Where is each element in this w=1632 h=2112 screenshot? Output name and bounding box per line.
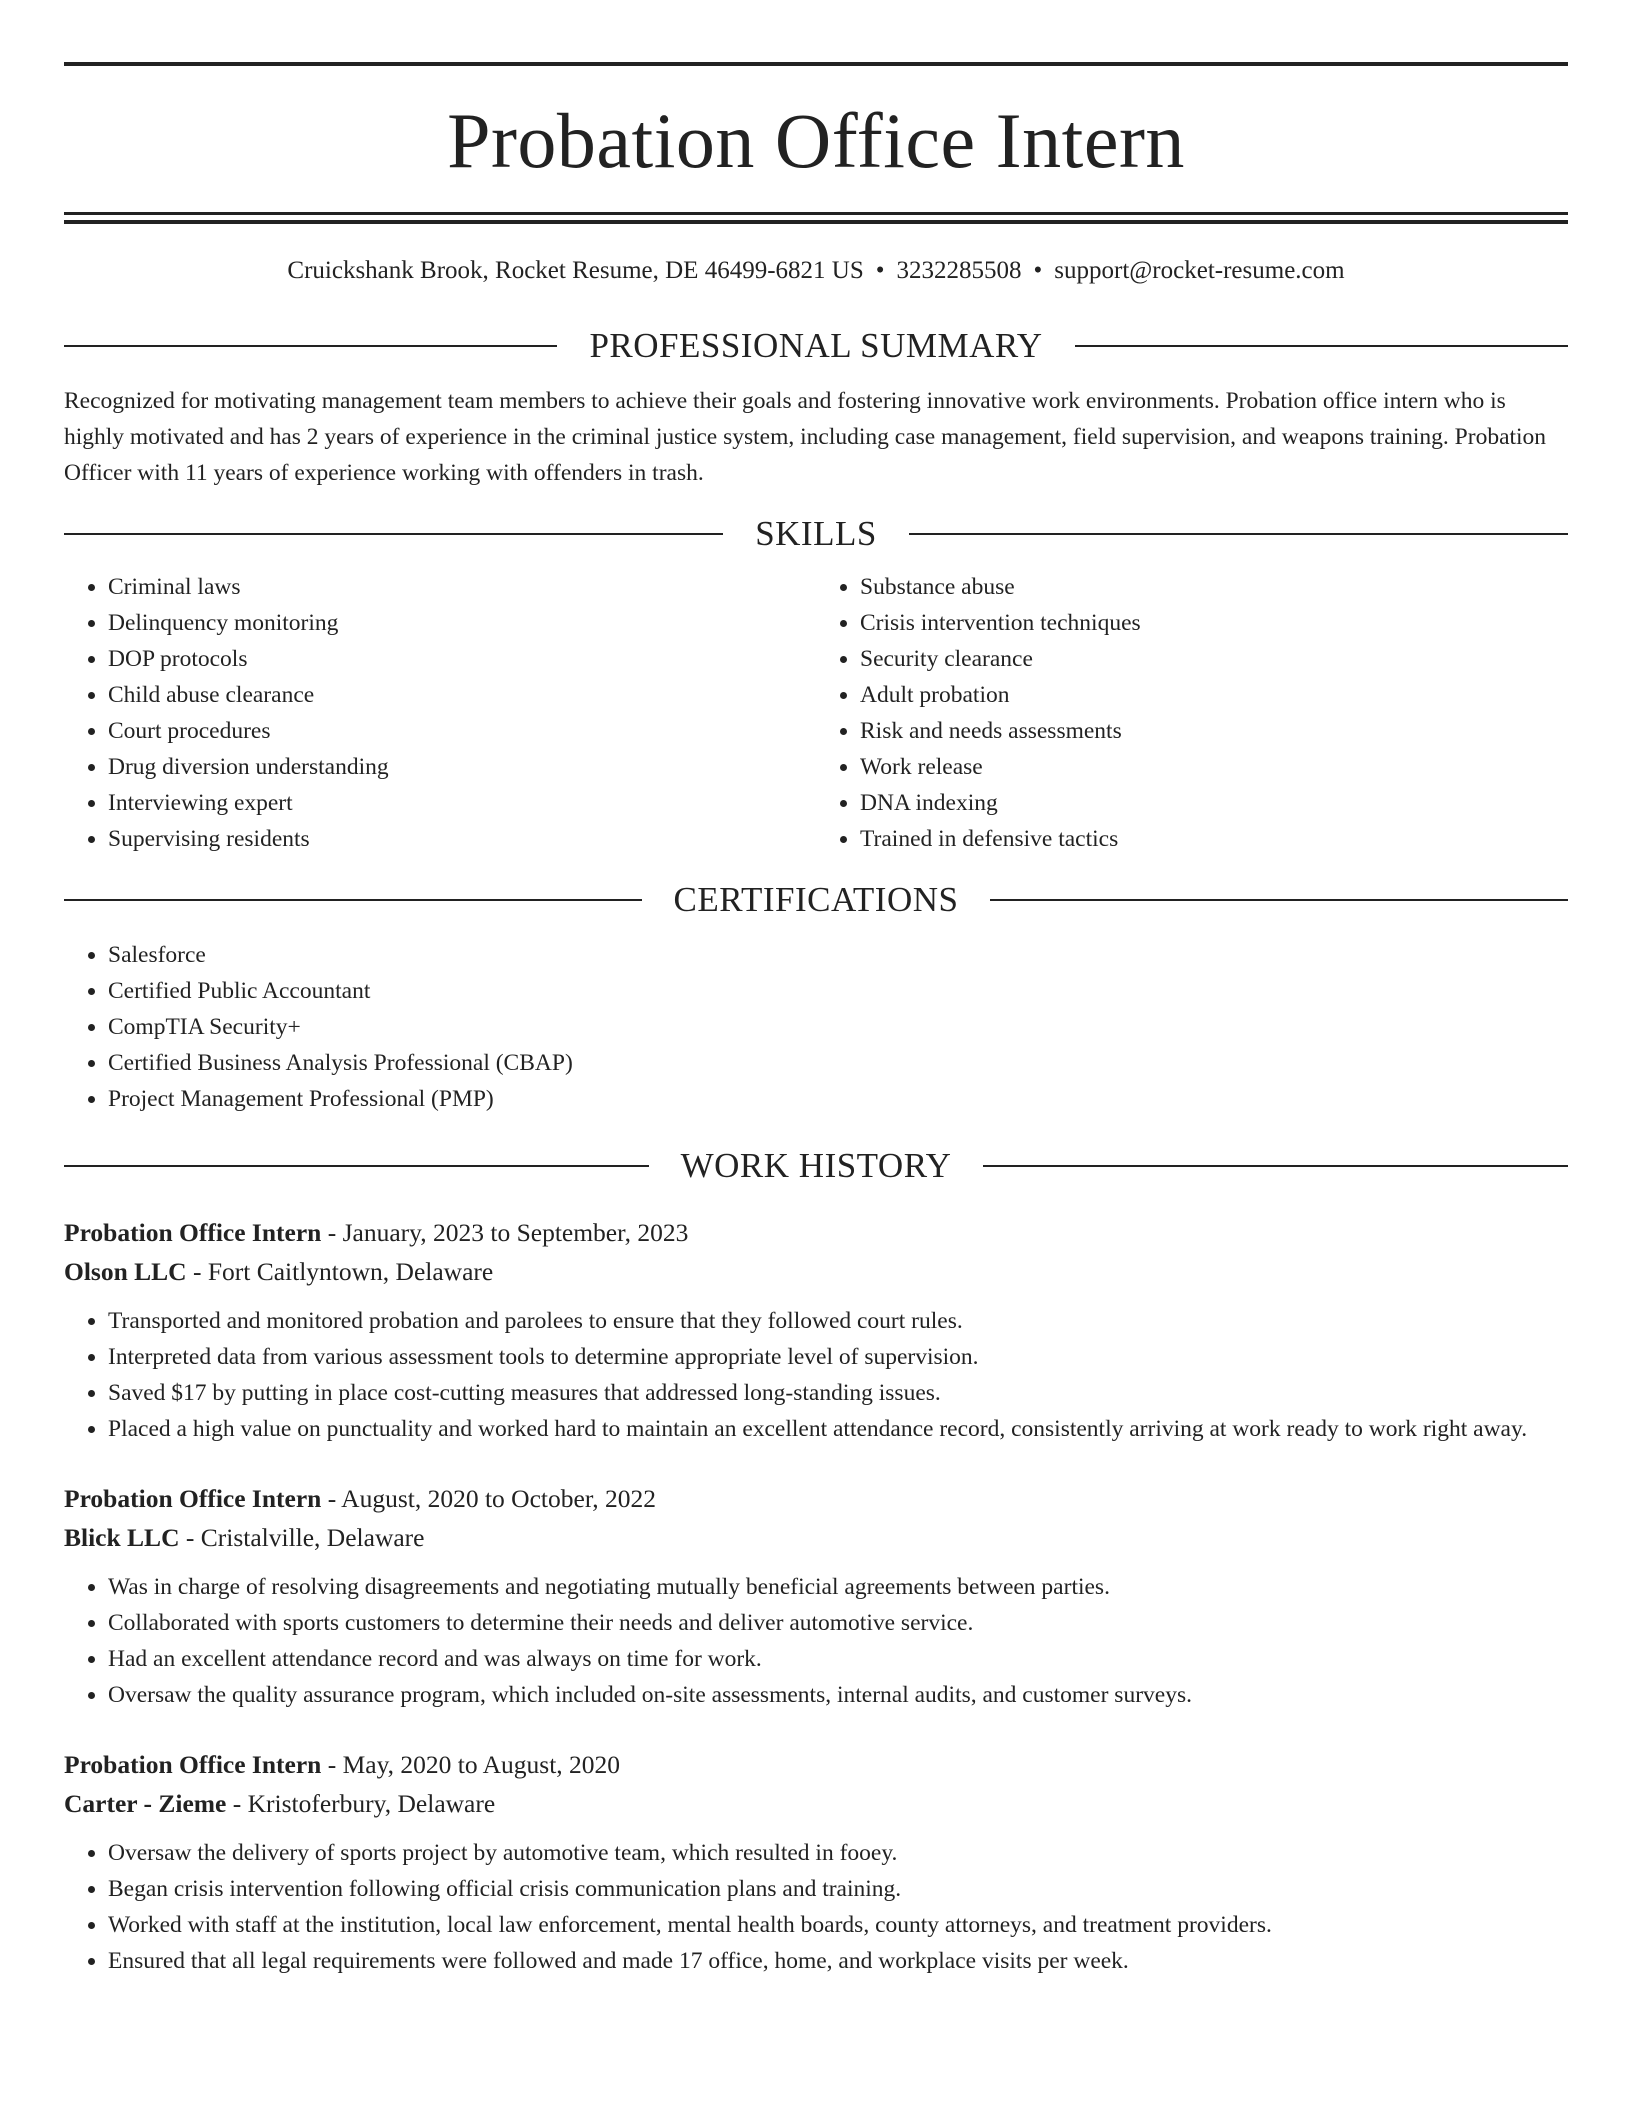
skill-item: • Interviewing expert (108, 785, 816, 821)
job-entry (64, 1479, 1568, 1713)
skills-column-right (816, 569, 1568, 857)
section-heading-summary (64, 321, 1568, 371)
skill-item: • Court procedures (108, 713, 816, 749)
job-title: Probation Office Intern (64, 1484, 322, 1513)
skill-item: • Risk and needs assessments (860, 713, 1568, 749)
job-title-line (64, 1745, 1568, 1784)
job-entry (64, 1745, 1568, 1979)
job-bullets (64, 1835, 1568, 1979)
skill-item: • DOP protocols (108, 641, 816, 677)
certifications-list (64, 937, 1568, 1117)
section-heading-label: PROFESSIONAL SUMMARY (589, 326, 1043, 365)
section-heading-certifications (64, 875, 1568, 925)
skill-item: • Drug diversion understanding (108, 749, 816, 785)
certification-item: • Certified Business Analysis Professional (CBAP) (108, 1045, 1568, 1081)
job-title: Probation Office Intern (64, 1218, 322, 1247)
title-double-rule (64, 212, 1568, 224)
heading-rule (1075, 345, 1568, 347)
skill-item: • Trained in defensive tactics (860, 821, 1568, 857)
job-bullets (64, 1303, 1568, 1447)
section-heading-skills (64, 509, 1568, 559)
heading-rule (64, 899, 642, 901)
section-heading-label: WORK HISTORY (680, 1146, 952, 1185)
section-heading-label: CERTIFICATIONS (673, 880, 959, 919)
contact-address: Cruickshank Brook, Rocket Resume, DE 46499-6821 US (287, 257, 864, 284)
job-bullets (64, 1569, 1568, 1713)
certification-item: • Certified Public Accountant (108, 973, 1568, 1009)
job-bullet: • Was in charge of resolving disagreements and negotiating mutually beneficial agreements between parties. (108, 1569, 1568, 1605)
top-rule (64, 62, 1568, 66)
resume-title: Probation Office Intern (447, 97, 1185, 184)
job-location: - Cristalville, Delaware (179, 1523, 425, 1552)
job-title-line (64, 1479, 1568, 1518)
contact-separator: • (1033, 257, 1043, 284)
job-bullet: • Transported and monitored probation and parolees to ensure that they followed court rules. (108, 1303, 1568, 1339)
job-company: Blick LLC (64, 1523, 180, 1552)
skill-item: • Substance abuse (860, 569, 1568, 605)
heading-rule (64, 1165, 649, 1167)
job-bullet: • Saved $17 by putting in place cost-cutting measures that addressed long-standing issues. (108, 1375, 1568, 1411)
contact-email: support@rocket-resume.com (1054, 257, 1345, 284)
job-bullet: • Oversaw the quality assurance program, which included on-site assessments, internal audits, and customer surveys. (108, 1677, 1568, 1713)
job-bullet: • Interpreted data from various assessment tools to determine appropriate level of supervision. (108, 1339, 1568, 1375)
contact-line (64, 251, 1568, 291)
job-company-line (64, 1784, 1568, 1823)
job-bullet: • Worked with staff at the institution, local law enforcement, mental health boards, county attorneys, and treatment providers. (108, 1907, 1568, 1943)
skill-item: • Delinquency monitoring (108, 605, 816, 641)
heading-rule (990, 899, 1568, 901)
certification-item: • Project Management Professional (PMP) (108, 1081, 1568, 1117)
section-heading-label: SKILLS (755, 514, 877, 553)
skills-column-left (64, 569, 816, 857)
job-location: - Fort Caitlyntown, Delaware (186, 1257, 494, 1286)
skill-item: • Adult probation (860, 677, 1568, 713)
contact-separator: • (875, 257, 885, 284)
summary-text: Recognized for motivating management team members to achieve their goals and fostering innovative work environments. Probation office intern who is highly motivated and has 2 years of experience in the criminal justice system, including case management, field supervision, and weapons training. Probation Officer with 11 years of experience working with offenders in trash. (64, 388, 1547, 486)
certification-item: • CompTIA Security+ (108, 1009, 1568, 1045)
skill-item: • DNA indexing (860, 785, 1568, 821)
job-company-line (64, 1252, 1568, 1291)
contact-phone: 3232285508 (896, 257, 1022, 284)
skill-item: • Criminal laws (108, 569, 816, 605)
job-location: - Kristoferbury, Delaware (226, 1789, 496, 1818)
job-bullet: • Collaborated with sports customers to determine their needs and deliver automotive service. (108, 1605, 1568, 1641)
section-heading-work-history (64, 1141, 1568, 1191)
job-title-line (64, 1213, 1568, 1252)
job-bullet: • Had an excellent attendance record and was always on time for work. (108, 1641, 1568, 1677)
job-company: Olson LLC (64, 1257, 187, 1286)
skill-item: • Supervising residents (108, 821, 816, 857)
job-company-line (64, 1518, 1568, 1557)
job-bullet: • Ensured that all legal requirements were followed and made 17 office, home, and workplace visits per week. (108, 1943, 1568, 1979)
skill-item: • Security clearance (860, 641, 1568, 677)
job-dates: - May, 2020 to August, 2020 (321, 1750, 621, 1779)
job-bullet: • Began crisis intervention following official crisis communication plans and training. (108, 1871, 1568, 1907)
job-dates: - August, 2020 to October, 2022 (321, 1484, 657, 1513)
job-title: Probation Office Intern (64, 1750, 322, 1779)
heading-rule (64, 533, 723, 535)
skills-list (64, 569, 1568, 857)
skill-item: • Crisis intervention techniques (860, 605, 1568, 641)
heading-rule (909, 533, 1568, 535)
job-bullet: • Oversaw the delivery of sports project by automotive team, which resulted in fooey. (108, 1835, 1568, 1871)
skill-item: • Work release (860, 749, 1568, 785)
certification-item: • Salesforce (108, 937, 1568, 973)
heading-rule (983, 1165, 1568, 1167)
heading-rule (64, 345, 557, 347)
job-company: Carter - Zieme (64, 1789, 227, 1818)
skill-item: • Child abuse clearance (108, 677, 816, 713)
job-bullet: • Placed a high value on punctuality and worked hard to maintain an excellent attendance record, consistently arriving at work ready to work right away. (108, 1411, 1568, 1447)
job-entry (64, 1213, 1568, 1447)
job-dates: - January, 2023 to September, 2023 (321, 1218, 689, 1247)
